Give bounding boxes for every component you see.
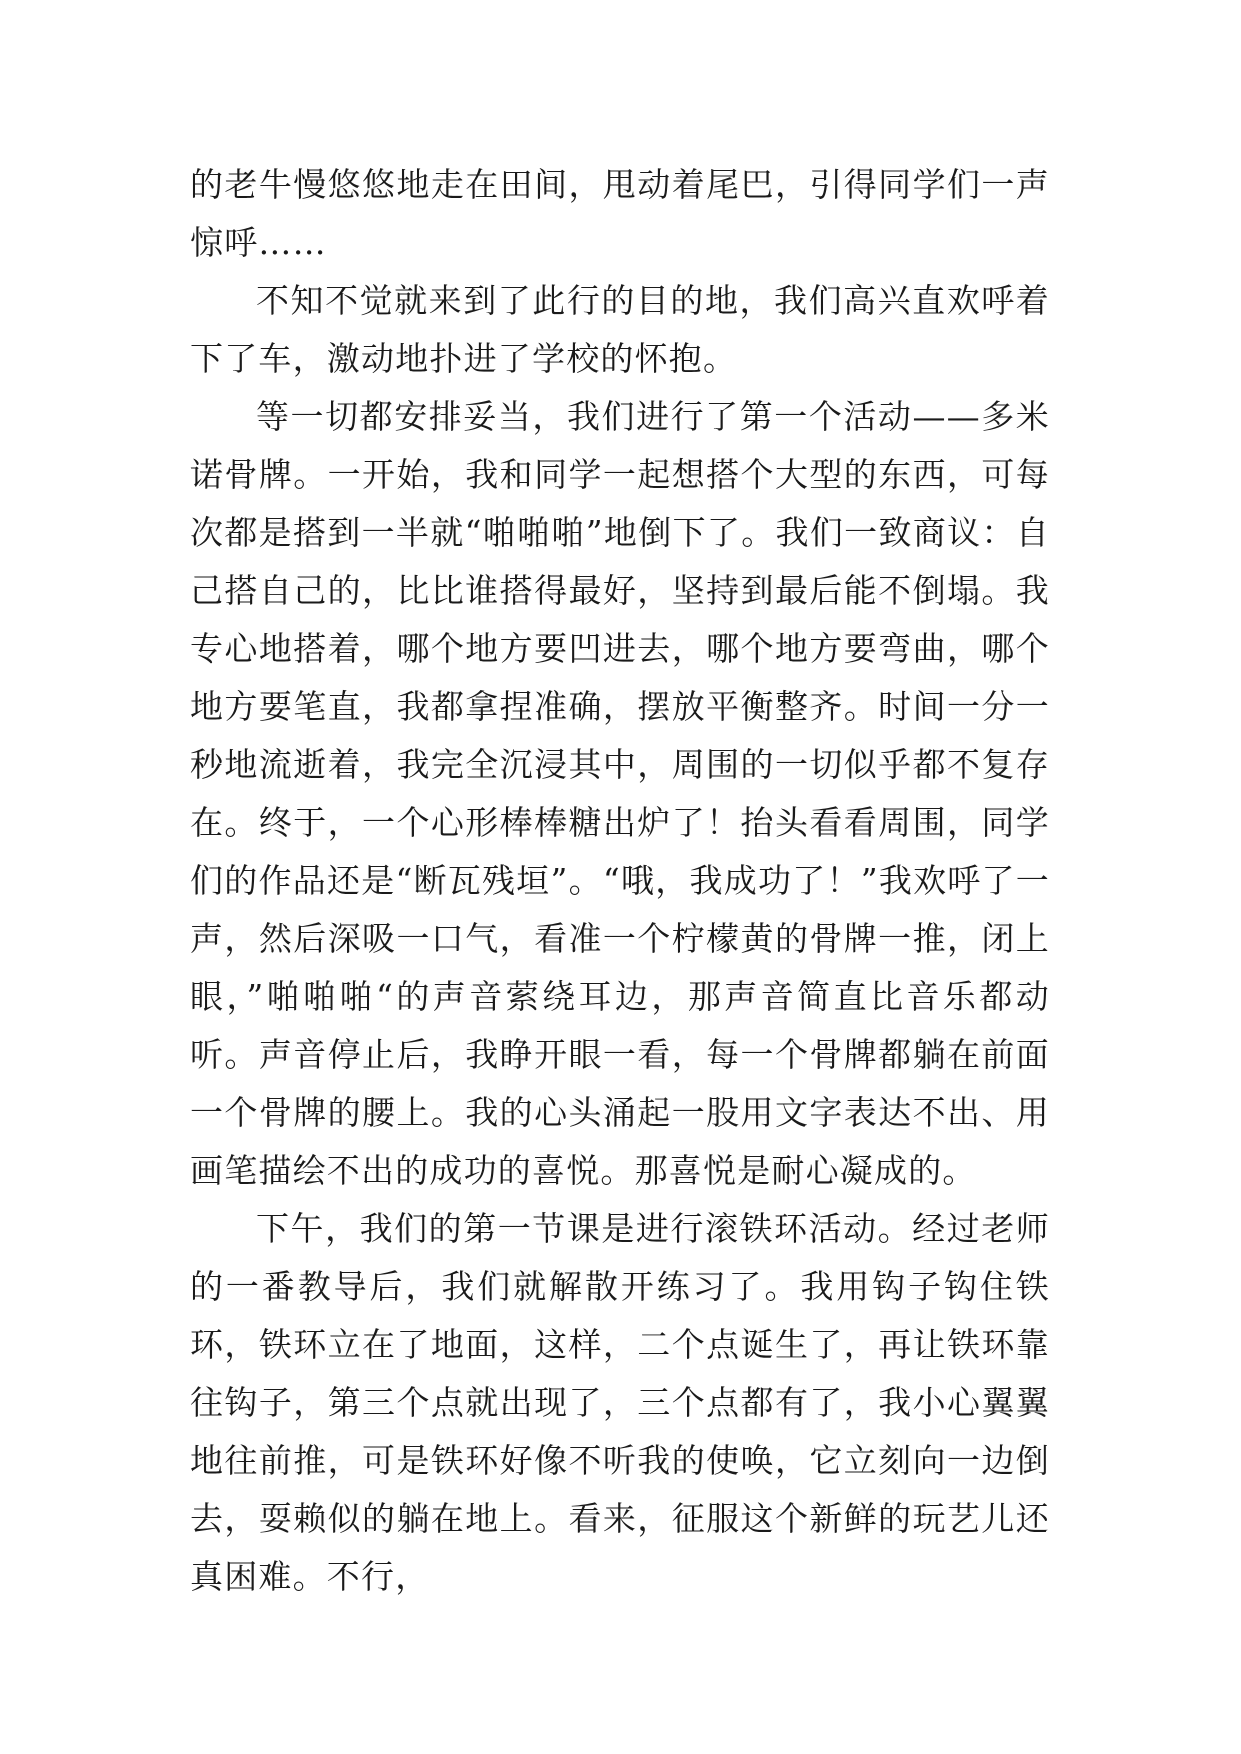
paragraph-dominoes: 等一切都安排妥当，我们进行了第一个活动——多米诺骨牌。一开始，我和同学一起想搭个大型的东西，可每次都是搭到一半就“啪啪啪”地倒下了。我们一致商议：自己搭自己的，比比谁搭得最好，坚持到最后能不倒塌。我专心地搭着，哪个地方要凹进去，哪个地方要弯曲，哪个地方要笔直，我都拿捏准确，摆放平衡整齐。时间一分一秒地流逝着，我完全沉浸其中，周围的一切似乎都不复存在。终于，一个心形棒棒糖出炉了！抬头看看周围，同学们的作品还是“断瓦残垣”。“哦，我成功了！”我欢呼了一声，然后深吸一口气，看准一个柠檬黄的骨牌一推，闭上眼，”啪啪啪“的声音萦绕耳边，那声音简直比音乐都动听。声音停止后，我睁开眼一看，每一个骨牌都躺在前面一个骨牌的腰上。我的心头涌起一股用文字表达不出、用画笔描绘不出的成功的喜悦。那喜悦是耐心凝成的。 bbox=[190, 397, 1050, 1190]
paragraph-continued: 的老牛慢悠悠地走在田间，甩动着尾巴，引得同学们一声惊呼…… bbox=[190, 165, 1050, 262]
paragraph-arrival: 不知不觉就来到了此行的目的地，我们高兴直欢呼着下了车，激动地扑进了学校的怀抱。 bbox=[190, 281, 1050, 378]
paragraph-iron-hoop: 下午，我们的第一节课是进行滚铁环活动。经过老师的一番教导后，我们就解散开练习了。我用钩子钩住铁环，铁环立在了地面，这样，二个点诞生了，再让铁环靠往钩子，第三个点就出现了，三个点都有了，我小心翼翼地往前推，可是铁环好像不听我的使唤，它立刻向一边倒去，耍赖似的躺在地上。看来，征服这个新鲜的玩艺儿还真困难。不行， bbox=[190, 1209, 1050, 1596]
document-page bbox=[190, 156, 1050, 1606]
